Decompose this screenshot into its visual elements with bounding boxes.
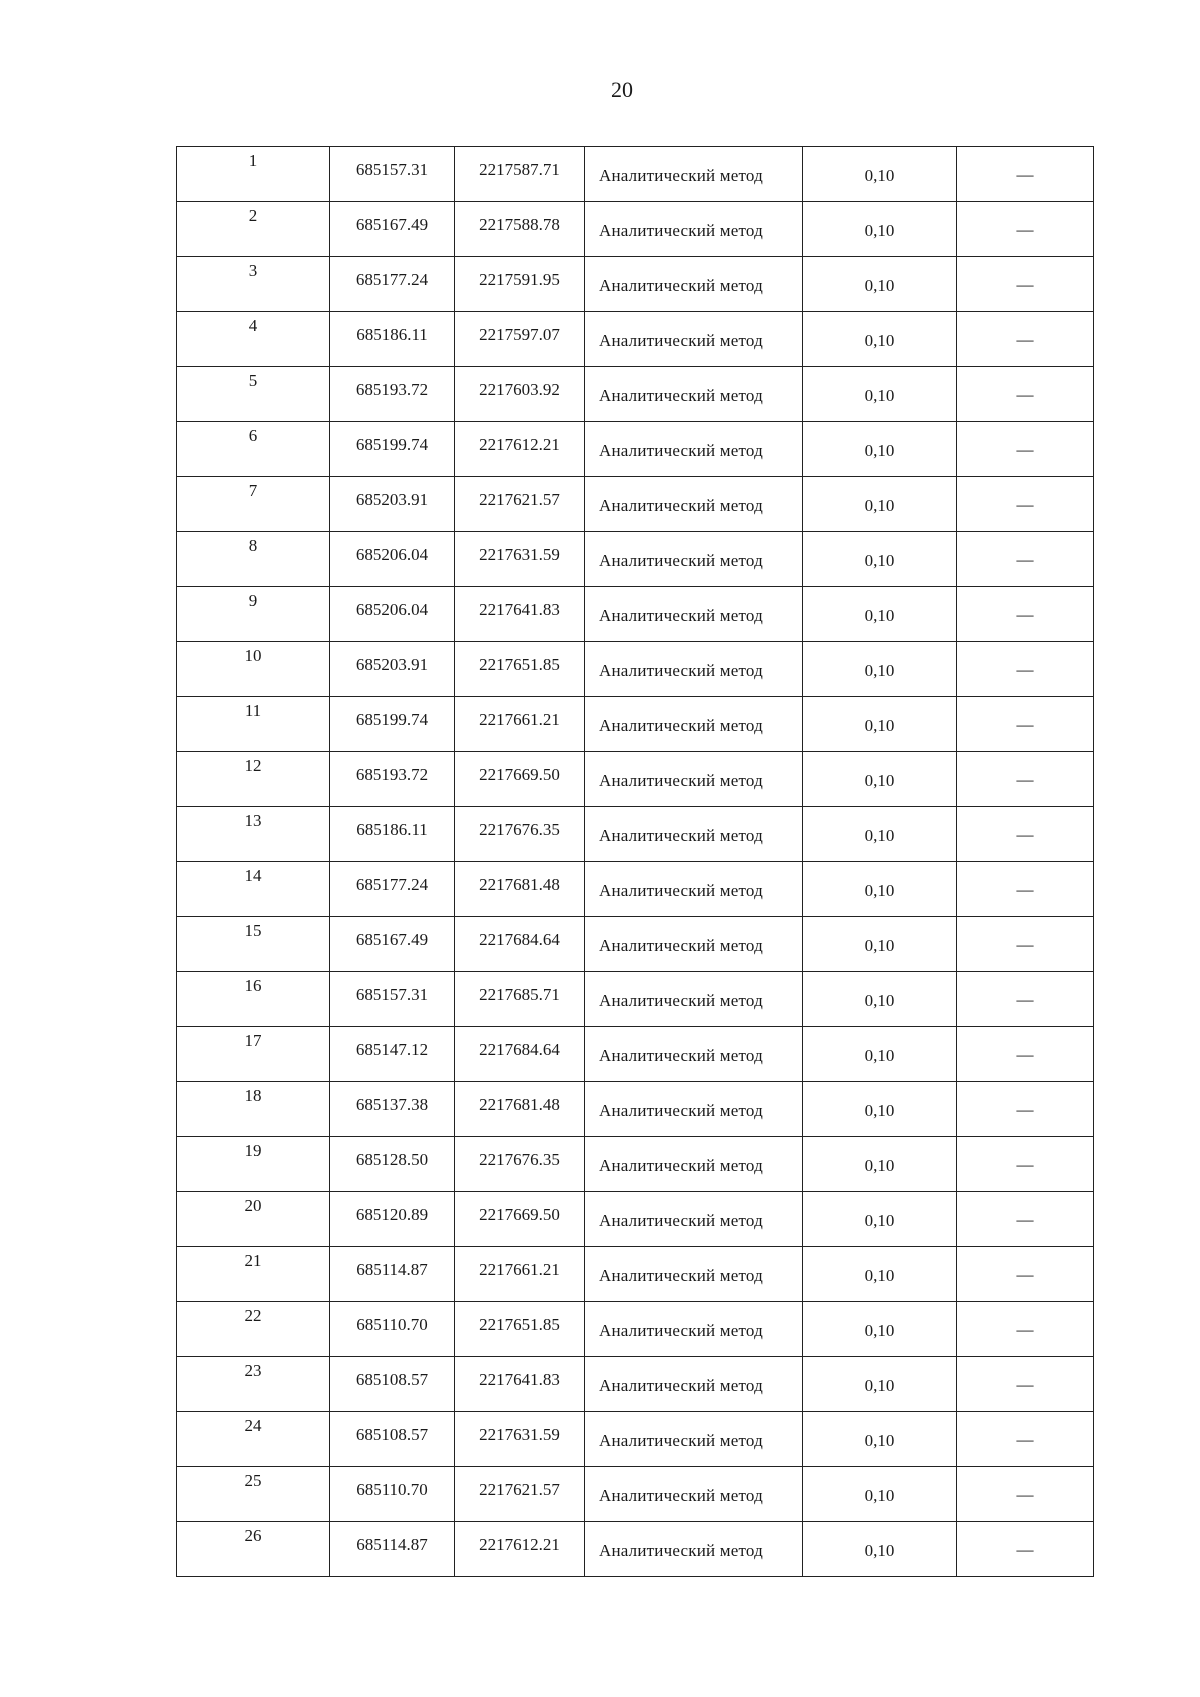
- point-number-cell: 11: [177, 697, 330, 752]
- point-number-cell: 14: [177, 862, 330, 917]
- coordinate-x-cell: 685167.49: [330, 202, 455, 257]
- table-row: [177, 642, 1094, 697]
- coordinate-x-cell: 685177.24: [330, 862, 455, 917]
- coordinate-x-cell: 685199.74: [330, 697, 455, 752]
- table-row: [177, 972, 1094, 1027]
- coordinate-y-cell: 2217681.48: [455, 862, 585, 917]
- note-cell: —: [957, 862, 1094, 917]
- note-cell: —: [957, 807, 1094, 862]
- coordinate-x-cell: 685108.57: [330, 1412, 455, 1467]
- method-cell: Аналитический метод: [585, 202, 803, 257]
- accuracy-cell: 0,10: [803, 312, 957, 367]
- accuracy-cell: 0,10: [803, 1192, 957, 1247]
- coordinate-y-cell: 2217684.64: [455, 917, 585, 972]
- coordinate-x-cell: 685114.87: [330, 1247, 455, 1302]
- point-number-cell: 26: [177, 1522, 330, 1577]
- coordinate-x-cell: 685128.50: [330, 1137, 455, 1192]
- table-row: [177, 532, 1094, 587]
- note-cell: —: [957, 697, 1094, 752]
- coordinate-y-cell: 2217612.21: [455, 1522, 585, 1577]
- note-cell: —: [957, 1522, 1094, 1577]
- point-number-cell: 17: [177, 1027, 330, 1082]
- point-number-cell: 15: [177, 917, 330, 972]
- table-row: [177, 697, 1094, 752]
- coordinate-y-cell: 2217631.59: [455, 1412, 585, 1467]
- coordinate-x-cell: 685199.74: [330, 422, 455, 477]
- accuracy-cell: 0,10: [803, 642, 957, 697]
- note-cell: —: [957, 477, 1094, 532]
- accuracy-cell: 0,10: [803, 1467, 957, 1522]
- table-row: [177, 367, 1094, 422]
- table-row: [177, 202, 1094, 257]
- table-row: [177, 1412, 1094, 1467]
- point-number-cell: 7: [177, 477, 330, 532]
- accuracy-cell: 0,10: [803, 807, 957, 862]
- coordinate-y-cell: 2217603.92: [455, 367, 585, 422]
- coordinate-y-cell: 2217651.85: [455, 1302, 585, 1357]
- coordinate-y-cell: 2217597.07: [455, 312, 585, 367]
- coordinate-y-cell: 2217681.48: [455, 1082, 585, 1137]
- method-cell: Аналитический метод: [585, 312, 803, 367]
- coordinate-y-cell: 2217641.83: [455, 1357, 585, 1412]
- coordinate-y-cell: 2217669.50: [455, 1192, 585, 1247]
- table-row: [177, 1357, 1094, 1412]
- method-cell: Аналитический метод: [585, 1192, 803, 1247]
- point-number-cell: 9: [177, 587, 330, 642]
- table-row: [177, 1027, 1094, 1082]
- note-cell: —: [957, 367, 1094, 422]
- point-number-cell: 16: [177, 972, 330, 1027]
- coordinate-y-cell: 2217591.95: [455, 257, 585, 312]
- method-cell: Аналитический метод: [585, 917, 803, 972]
- coordinate-x-cell: 685203.91: [330, 642, 455, 697]
- method-cell: Аналитический метод: [585, 697, 803, 752]
- coordinate-y-cell: 2217685.71: [455, 972, 585, 1027]
- accuracy-cell: 0,10: [803, 147, 957, 202]
- table-row: [177, 422, 1094, 477]
- point-number-cell: 12: [177, 752, 330, 807]
- method-cell: Аналитический метод: [585, 1082, 803, 1137]
- coordinate-x-cell: 685186.11: [330, 312, 455, 367]
- point-number-cell: 4: [177, 312, 330, 367]
- point-number-cell: 13: [177, 807, 330, 862]
- coordinate-x-cell: 685157.31: [330, 147, 455, 202]
- coordinate-x-cell: 685167.49: [330, 917, 455, 972]
- accuracy-cell: 0,10: [803, 697, 957, 752]
- coordinate-x-cell: 685203.91: [330, 477, 455, 532]
- accuracy-cell: 0,10: [803, 1082, 957, 1137]
- accuracy-cell: 0,10: [803, 1412, 957, 1467]
- coordinate-y-cell: 2217684.64: [455, 1027, 585, 1082]
- table-row: [177, 1082, 1094, 1137]
- table-row: [177, 1137, 1094, 1192]
- note-cell: —: [957, 642, 1094, 697]
- coordinate-x-cell: 685206.04: [330, 532, 455, 587]
- table-row: [177, 1192, 1094, 1247]
- note-cell: —: [957, 1027, 1094, 1082]
- note-cell: —: [957, 312, 1094, 367]
- page-number: 20: [611, 77, 633, 102]
- coordinate-y-cell: 2217641.83: [455, 587, 585, 642]
- coordinate-y-cell: 2217669.50: [455, 752, 585, 807]
- note-cell: —: [957, 917, 1094, 972]
- note-cell: —: [957, 1082, 1094, 1137]
- coordinate-y-cell: 2217676.35: [455, 1137, 585, 1192]
- note-cell: —: [957, 1357, 1094, 1412]
- accuracy-cell: 0,10: [803, 1357, 957, 1412]
- table-row: [177, 862, 1094, 917]
- point-number-cell: 5: [177, 367, 330, 422]
- point-number-cell: 25: [177, 1467, 330, 1522]
- coordinate-y-cell: 2217661.21: [455, 1247, 585, 1302]
- coordinate-y-cell: 2217631.59: [455, 532, 585, 587]
- note-cell: —: [957, 752, 1094, 807]
- table-row: [177, 1302, 1094, 1357]
- coordinate-y-cell: 2217612.21: [455, 422, 585, 477]
- note-cell: —: [957, 972, 1094, 1027]
- coordinate-y-cell: 2217588.78: [455, 202, 585, 257]
- method-cell: Аналитический метод: [585, 862, 803, 917]
- point-number-cell: 23: [177, 1357, 330, 1412]
- coordinate-y-cell: 2217587.71: [455, 147, 585, 202]
- table-row: [177, 752, 1094, 807]
- note-cell: —: [957, 1467, 1094, 1522]
- accuracy-cell: 0,10: [803, 1027, 957, 1082]
- point-number-cell: 20: [177, 1192, 330, 1247]
- note-cell: —: [957, 1192, 1094, 1247]
- method-cell: Аналитический метод: [585, 1247, 803, 1302]
- method-cell: Аналитический метод: [585, 1027, 803, 1082]
- table-row: [177, 147, 1094, 202]
- point-number-cell: 10: [177, 642, 330, 697]
- method-cell: Аналитический метод: [585, 147, 803, 202]
- note-cell: —: [957, 532, 1094, 587]
- coordinate-x-cell: 685177.24: [330, 257, 455, 312]
- table-row: [177, 1467, 1094, 1522]
- coordinate-x-cell: 685206.04: [330, 587, 455, 642]
- method-cell: Аналитический метод: [585, 807, 803, 862]
- table-row: [177, 1522, 1094, 1577]
- table-row: [177, 477, 1094, 532]
- accuracy-cell: 0,10: [803, 972, 957, 1027]
- note-cell: —: [957, 1302, 1094, 1357]
- method-cell: Аналитический метод: [585, 1467, 803, 1522]
- note-cell: —: [957, 257, 1094, 312]
- coordinate-x-cell: 685110.70: [330, 1302, 455, 1357]
- method-cell: Аналитический метод: [585, 532, 803, 587]
- coordinate-x-cell: 685193.72: [330, 752, 455, 807]
- accuracy-cell: 0,10: [803, 1522, 957, 1577]
- coordinate-y-cell: 2217676.35: [455, 807, 585, 862]
- point-number-cell: 18: [177, 1082, 330, 1137]
- method-cell: Аналитический метод: [585, 642, 803, 697]
- coordinate-y-cell: 2217621.57: [455, 477, 585, 532]
- method-cell: Аналитический метод: [585, 367, 803, 422]
- note-cell: —: [957, 1247, 1094, 1302]
- table-row: [177, 917, 1094, 972]
- coordinate-x-cell: 685157.31: [330, 972, 455, 1027]
- coordinate-x-cell: 685108.57: [330, 1357, 455, 1412]
- method-cell: Аналитический метод: [585, 257, 803, 312]
- method-cell: Аналитический метод: [585, 587, 803, 642]
- coordinate-x-cell: 685110.70: [330, 1467, 455, 1522]
- point-number-cell: 8: [177, 532, 330, 587]
- method-cell: Аналитический метод: [585, 972, 803, 1027]
- accuracy-cell: 0,10: [803, 1302, 957, 1357]
- accuracy-cell: 0,10: [803, 532, 957, 587]
- accuracy-cell: 0,10: [803, 367, 957, 422]
- note-cell: —: [957, 1137, 1094, 1192]
- accuracy-cell: 0,10: [803, 917, 957, 972]
- note-cell: —: [957, 1412, 1094, 1467]
- method-cell: Аналитический метод: [585, 752, 803, 807]
- accuracy-cell: 0,10: [803, 202, 957, 257]
- accuracy-cell: 0,10: [803, 587, 957, 642]
- point-number-cell: 19: [177, 1137, 330, 1192]
- method-cell: Аналитический метод: [585, 1137, 803, 1192]
- method-cell: Аналитический метод: [585, 1522, 803, 1577]
- note-cell: —: [957, 587, 1094, 642]
- note-cell: —: [957, 422, 1094, 477]
- coordinate-y-cell: 2217661.21: [455, 697, 585, 752]
- point-number-cell: 21: [177, 1247, 330, 1302]
- method-cell: Аналитический метод: [585, 1302, 803, 1357]
- note-cell: —: [957, 147, 1094, 202]
- method-cell: Аналитический метод: [585, 1412, 803, 1467]
- coordinates-table: [176, 146, 1094, 1577]
- table-row: [177, 257, 1094, 312]
- accuracy-cell: 0,10: [803, 752, 957, 807]
- point-number-cell: 6: [177, 422, 330, 477]
- point-number-cell: 24: [177, 1412, 330, 1467]
- accuracy-cell: 0,10: [803, 477, 957, 532]
- table-row: [177, 312, 1094, 367]
- method-cell: Аналитический метод: [585, 477, 803, 532]
- table-row: [177, 1247, 1094, 1302]
- accuracy-cell: 0,10: [803, 422, 957, 477]
- coordinate-x-cell: 685147.12: [330, 1027, 455, 1082]
- coordinate-y-cell: 2217621.57: [455, 1467, 585, 1522]
- table-row: [177, 587, 1094, 642]
- accuracy-cell: 0,10: [803, 257, 957, 312]
- accuracy-cell: 0,10: [803, 862, 957, 917]
- coordinate-x-cell: 685186.11: [330, 807, 455, 862]
- coordinate-x-cell: 685114.87: [330, 1522, 455, 1577]
- point-number-cell: 2: [177, 202, 330, 257]
- coordinate-x-cell: 685120.89: [330, 1192, 455, 1247]
- table-row: [177, 807, 1094, 862]
- point-number-cell: 1: [177, 147, 330, 202]
- accuracy-cell: 0,10: [803, 1247, 957, 1302]
- coordinates-table-body: [177, 147, 1094, 1577]
- method-cell: Аналитический метод: [585, 1357, 803, 1412]
- note-cell: —: [957, 202, 1094, 257]
- method-cell: Аналитический метод: [585, 422, 803, 477]
- coordinate-y-cell: 2217651.85: [455, 642, 585, 697]
- point-number-cell: 22: [177, 1302, 330, 1357]
- coordinate-x-cell: 685137.38: [330, 1082, 455, 1137]
- accuracy-cell: 0,10: [803, 1137, 957, 1192]
- coordinate-x-cell: 685193.72: [330, 367, 455, 422]
- point-number-cell: 3: [177, 257, 330, 312]
